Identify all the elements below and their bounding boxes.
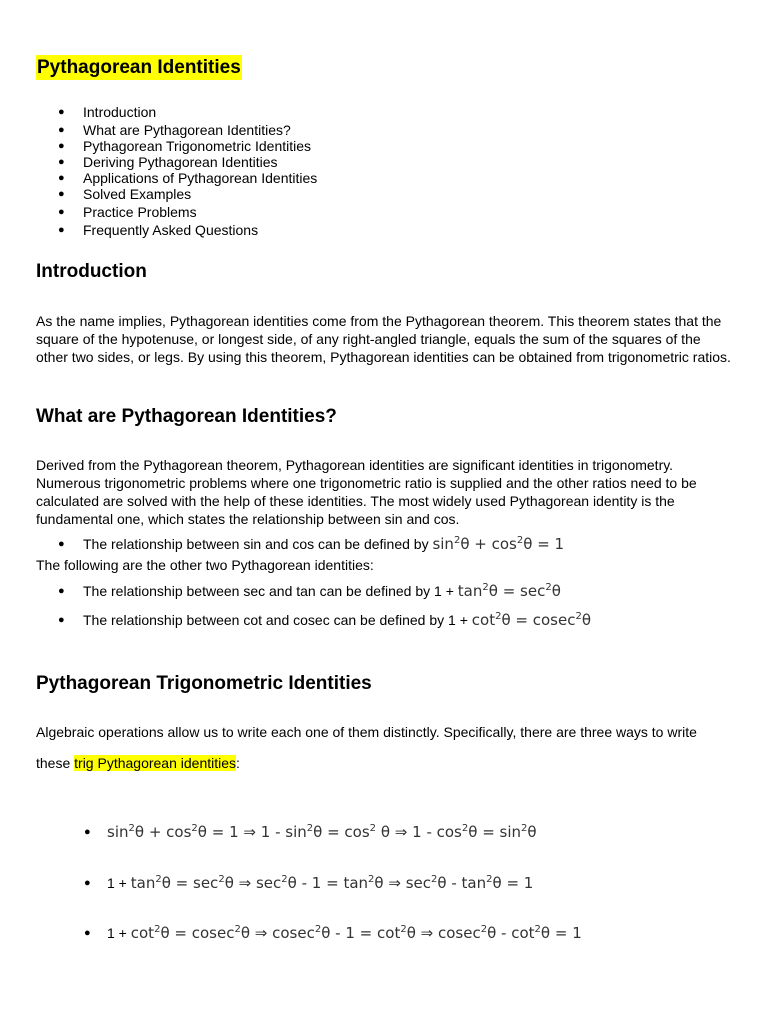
bullet-text: The relationship between sec and tan can be defined by 1 + xyxy=(83,583,458,599)
formula-cot-cosec-forms: $1 + \cot^2\theta = cosec^2\theta$ ⇒ $cosec^2\theta - 1 = \cot^2\theta$ ⇒ $cosec^2\theta - \cot^2\theta = 1$ xyxy=(107,924,582,942)
bullet: ● xyxy=(58,188,65,200)
toc-item-label: Solved Examples xyxy=(83,186,192,202)
section-heading-trig-identities: Pythagorean Trigonometric Identities xyxy=(36,673,372,694)
formula: $\cot^2\theta = cosec^2\theta$ xyxy=(471,611,592,629)
trig-paragraph-line1: Algebraic operations allow us to write each one of them distinctly. Specifically, there are three ways to write xyxy=(36,724,697,740)
toc-item[interactable] xyxy=(0,154,317,170)
identity-cot-cosec xyxy=(83,610,591,630)
bullet: ● xyxy=(84,927,91,939)
table-of-contents xyxy=(0,104,317,238)
bullet: ● xyxy=(58,206,65,218)
toc-item-label: Practice Problems xyxy=(83,204,197,220)
bullet: ● xyxy=(58,156,65,168)
toc-item[interactable] xyxy=(0,222,317,238)
toc-item-label: Applications of Pythagorean Identities xyxy=(83,170,318,186)
identity-sin-cos xyxy=(83,534,564,554)
bullet: ● xyxy=(58,140,65,152)
formula-sin-cos-forms: $\sin^2\theta + \cos^2\theta = 1$ ⇒ $1 - \sin^2\theta = \cos^2 \theta$ ⇒ $1 - \cos^2\theta = \sin^2\theta$ xyxy=(107,823,537,841)
page-title: Pythagorean Identities xyxy=(37,57,241,78)
toc-item[interactable] xyxy=(0,170,317,186)
bullet: ● xyxy=(58,538,65,550)
identity-sec-tan xyxy=(83,581,561,601)
toc-item[interactable] xyxy=(0,122,317,138)
formula: $\tan^2\theta = \sec^2\theta$ xyxy=(457,582,561,600)
toc-item[interactable] xyxy=(0,104,317,120)
bullet-text: The relationship between cot and cosec can be defined by 1 + xyxy=(83,612,472,628)
toc-item-label: Deriving Pythagorean Identities xyxy=(83,154,278,170)
bullet: ● xyxy=(58,614,65,626)
section-heading-what-are: What are Pythagorean Identities? xyxy=(36,406,337,427)
trig-identities-link[interactable]: trig Pythagorean identities xyxy=(74,755,237,771)
bullet: ● xyxy=(58,224,65,236)
toc-item-label: Frequently Asked Questions xyxy=(83,222,259,238)
bullet-text: The relationship between sin and cos can be defined by xyxy=(83,536,433,552)
toc-item[interactable] xyxy=(0,138,317,154)
bullet: ● xyxy=(58,124,65,136)
toc-item[interactable] xyxy=(0,186,317,202)
bullet: ● xyxy=(58,106,65,118)
trig-paragraph-line2: these trig Pythagorean identities: xyxy=(36,755,240,771)
toc-item[interactable] xyxy=(0,204,317,220)
other-two-text: The following are the other two Pythagorean identities: xyxy=(36,557,374,573)
introduction-paragraph: As the name implies, Pythagorean identities come from the Pythagorean theorem. This theorem states that the square of the hypotenuse, or longest side, of any right-angled triangle, equals the sum of the squares of the other two sides, or legs. By using this theorem, Pythagorean identities can be obtained from trigonometric ratios. xyxy=(36,313,731,365)
section-heading-introduction: Introduction xyxy=(36,261,147,282)
bullet: ● xyxy=(58,172,65,184)
formula: $\sin^2\theta + \cos^2\theta = 1$ xyxy=(432,535,565,553)
bullet: ● xyxy=(58,585,65,597)
formula-sec-tan-forms: $1 + \tan^2\theta = \sec^2\theta$ ⇒ $\sec^2\theta - 1 = \tan^2\theta$ ⇒ $\sec^2\theta - \tan^2\theta = 1$ xyxy=(107,874,534,892)
toc-item-label: Pythagorean Trigonometric Identities xyxy=(83,138,312,154)
toc-item-label: What are Pythagorean Identities? xyxy=(83,122,291,138)
toc-item-label: Introduction xyxy=(83,104,157,120)
what-are-paragraph: Derived from the Pythagorean theorem, Pythagorean identities are significant identities in trigonometry. Numerous trigonometric problems where one trigonometric ratio is supplied and the other ratios need to be calculated are solved with the help of these identities. The most widely used Pythagorean identity is the fundamental one, which states the relationship between sin and cos. xyxy=(36,457,697,527)
bullet: ● xyxy=(84,826,91,838)
bullet: ● xyxy=(84,877,91,889)
